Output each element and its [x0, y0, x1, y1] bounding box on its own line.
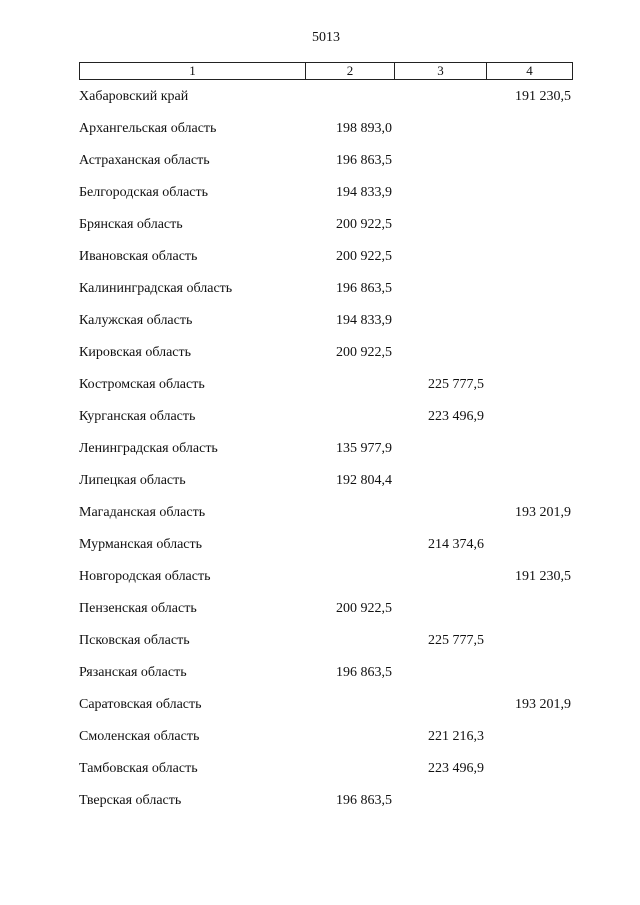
value-col-4: 193 201,9: [515, 697, 571, 712]
table-row: [0, 376, 640, 408]
value-col-3: 223 496,9: [428, 409, 484, 424]
table-row: [0, 632, 640, 664]
value-col-3: 214 374,6: [428, 537, 484, 552]
table-row: [0, 184, 640, 216]
value-col-4: 193 201,9: [515, 505, 571, 520]
table-row: [0, 472, 640, 504]
table-row: [0, 312, 640, 344]
region-name: Белгородская область: [79, 185, 209, 200]
region-name: Архангельская область: [79, 121, 217, 136]
value-col-2: 194 833,9: [336, 313, 392, 328]
region-name: Смоленская область: [79, 729, 200, 744]
value-col-2: 200 922,5: [336, 249, 392, 264]
table-row: [0, 88, 640, 120]
value-col-2: 196 863,5: [336, 153, 392, 168]
region-name: Ивановская область: [79, 249, 198, 264]
region-name: Кировская область: [79, 345, 192, 360]
table-row: [0, 408, 640, 440]
table-body: [0, 88, 640, 824]
region-name: Саратовская область: [79, 697, 202, 712]
table-row: [0, 536, 640, 568]
value-col-2: 200 922,5: [336, 345, 392, 360]
region-name: Брянская область: [79, 217, 183, 232]
table-row: [0, 792, 640, 824]
value-col-2: 196 863,5: [336, 793, 392, 808]
table-header: [79, 62, 573, 80]
value-col-2: 196 863,5: [336, 281, 392, 296]
value-col-3: 221 216,3: [428, 729, 484, 744]
region-name: Тверская область: [79, 793, 182, 808]
table-row: [0, 696, 640, 728]
table-row: [0, 568, 640, 600]
region-name: Ленинградская область: [79, 441, 218, 456]
table-row: [0, 728, 640, 760]
value-col-2: 135 977,9: [336, 441, 392, 456]
table-row: [0, 440, 640, 472]
value-col-4: 191 230,5: [515, 569, 571, 584]
region-name: Псковская область: [79, 633, 190, 648]
region-name: Рязанская область: [79, 665, 187, 680]
region-name: Костромская область: [79, 377, 205, 392]
value-col-2: 196 863,5: [336, 665, 392, 680]
region-name: Липецкая область: [79, 473, 186, 488]
header-cell-2: 2: [306, 63, 395, 79]
value-col-2: 200 922,5: [336, 601, 392, 616]
table-row: [0, 152, 640, 184]
table-row: [0, 344, 640, 376]
region-name: Новгородская область: [79, 569, 211, 584]
table-row: [0, 504, 640, 536]
table-row: [0, 248, 640, 280]
page-number: 5013: [312, 30, 340, 45]
value-col-3: 223 496,9: [428, 761, 484, 776]
header-cell-4: 4: [526, 63, 533, 78]
table-row: [0, 664, 640, 696]
region-name: Тамбовская область: [79, 761, 198, 776]
value-col-2: 200 922,5: [336, 217, 392, 232]
table-row: [0, 760, 640, 792]
value-col-2: 198 893,0: [336, 121, 392, 136]
region-name: Калужская область: [79, 313, 193, 328]
value-col-2: 194 833,9: [336, 185, 392, 200]
table-row: [0, 280, 640, 312]
region-name: Мурманская область: [79, 537, 203, 552]
region-name: Курганская область: [79, 409, 196, 424]
header-cell-3: 3: [395, 63, 487, 79]
header-cell-1: 1: [80, 63, 306, 79]
value-col-3: 225 777,5: [428, 633, 484, 648]
region-name: Астраханская область: [79, 153, 210, 168]
table-row: [0, 216, 640, 248]
table-row: [0, 120, 640, 152]
value-col-2: 192 804,4: [336, 473, 392, 488]
region-name: Калининградская область: [79, 281, 233, 296]
table-row: [0, 600, 640, 632]
value-col-4: 191 230,5: [515, 89, 571, 104]
region-name: Хабаровский край: [79, 89, 189, 104]
region-name: Пензенская область: [79, 601, 197, 616]
region-name: Магаданская область: [79, 505, 206, 520]
value-col-3: 225 777,5: [428, 377, 484, 392]
